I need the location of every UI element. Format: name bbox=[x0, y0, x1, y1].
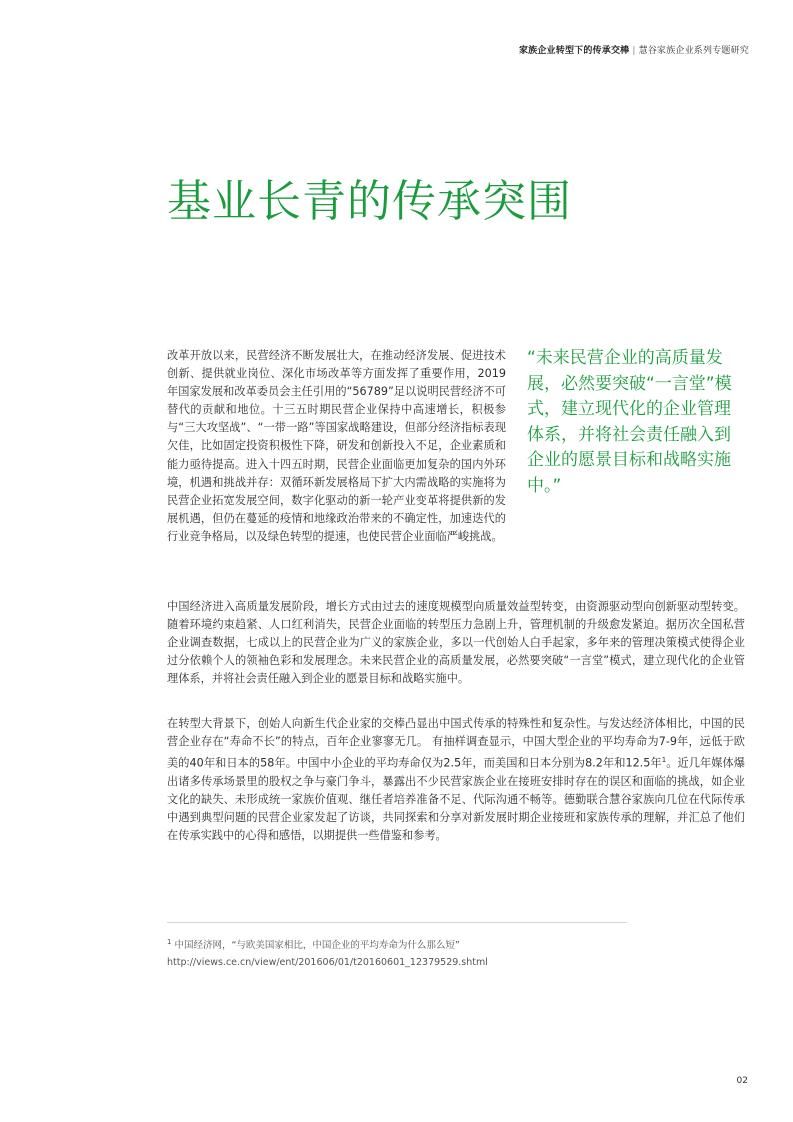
paragraph-3-text-a: 在转型大背景下，创始人向新生代企业家的交棒凸显出中国式传承的特殊性和复杂性。与发达经济体相比，中国的民营企业存在“寿命不长”的特点，百年企业寥寥无几。 有抽样调查显示，中国大型企业的平均寿命为7-9年，远低于欧美的40年和日本的58年。中国中小企业的平均寿命仅为2.5年，而美国和日本分别为8.2年和12.5年 bbox=[167, 717, 745, 770]
page-number: 02 bbox=[736, 1076, 748, 1086]
footnote-divider bbox=[167, 922, 627, 923]
series-title: 家族企业转型下的传承交棒 bbox=[518, 46, 630, 56]
running-header bbox=[519, 43, 749, 56]
header-separator: | bbox=[632, 46, 636, 56]
body-paragraph-2: 中国经济进入高质量发展阶段，增长方式由过去的速度规模型向质量效益型转变，由资源驱动型向创新驱动型转变。随着环境约束趋紧、人口红利消失，民营企业面临的转型压力急剧上升，管理机制的升级愈发紧迫。据历次全国私营企业调查数据，七成以上的民营企业为广义的家族企业，多以一代创始人白手起家，多年来的管理决策模式使得企业过分依赖个人的领袖色彩和发展理念。未来民营企业的高质量发展，必然要突破“一言堂”模式，建立现代化的企业管理体系，并将社会责任融入到企业的愿景目标和战略实施中。 bbox=[167, 600, 745, 686]
footnote bbox=[167, 934, 667, 971]
footnote-marker: 1 bbox=[167, 938, 172, 946]
series-subtitle: 慧谷家族企业系列专题研究 bbox=[638, 46, 749, 56]
footnote-reference[interactable]: 1 bbox=[661, 756, 667, 765]
body-paragraph-3 bbox=[167, 715, 745, 845]
page-title: 基业长青的传承突围 bbox=[167, 176, 572, 227]
body-paragraph-1: 改革开放以来，民营经济不断发展壮大，在推动经济发展、促进技术创新、提供就业岗位、深化市场改革等方面发挥了重要作用，2019年国家发展和改革委员会主任引用的“56789”足以说明民营经济不可替代的贡献和地位。十三五时期民营企业保持中高速增长，积极参与“三大攻坚战”、“一带一路”等国家战略建设，但部分经济指标表现欠佳，比如固定投资积极性下降，研发和创新投入不足，企业素质和能力亟待提高。进入十四五时期，民营企业面临更加复杂的国内外环境，机遇和挑战并存：双循环新发展格局下扩大内需战略的实施将为民营企业拓宽发展空间，数字化驱动的新一轮产业变革将提供新的发展机遇，但仍在蔓延的疫情和地缘政治带来的不确定性，加速迭代的行业竞争格局，以及绿色转型的提速，也使民营企业面临严峻挑战。 bbox=[167, 349, 506, 543]
pull-quote: “未来民营企业的高质量发展，必然要突破“一言堂”模式，建立现代化的企业管理体系，并将社会责任融入到企业的愿景目标和战略实施中。” bbox=[527, 348, 732, 496]
footnote-text: 中国经济网，“与欧美国家相比，中国企业的平均寿命为什么那么短” http://views.ce.cn/view/ent/201606/01/t20160601_12379529.shtml bbox=[167, 940, 488, 969]
paragraph-3-text-b: 。近几年媒体爆出诸多传承场景里的股权之争与豪门争斗，暴露出不少民营家族企业在接班安排时存在的误区和面临的挑战，如企业文化的缺失、未形成统一家族价值观、继任者培养准备不足、代际沟通不畅等。德勤联合慧谷家族向几位在代际传承中遇到典型问题的民营企业家发起了访谈，共同探索和分享对新发展时期企业接班和家族传承的理解，并汇总了他们在传承实践中的心得和感悟，以期提供一些借鉴和参考。 bbox=[167, 756, 745, 843]
